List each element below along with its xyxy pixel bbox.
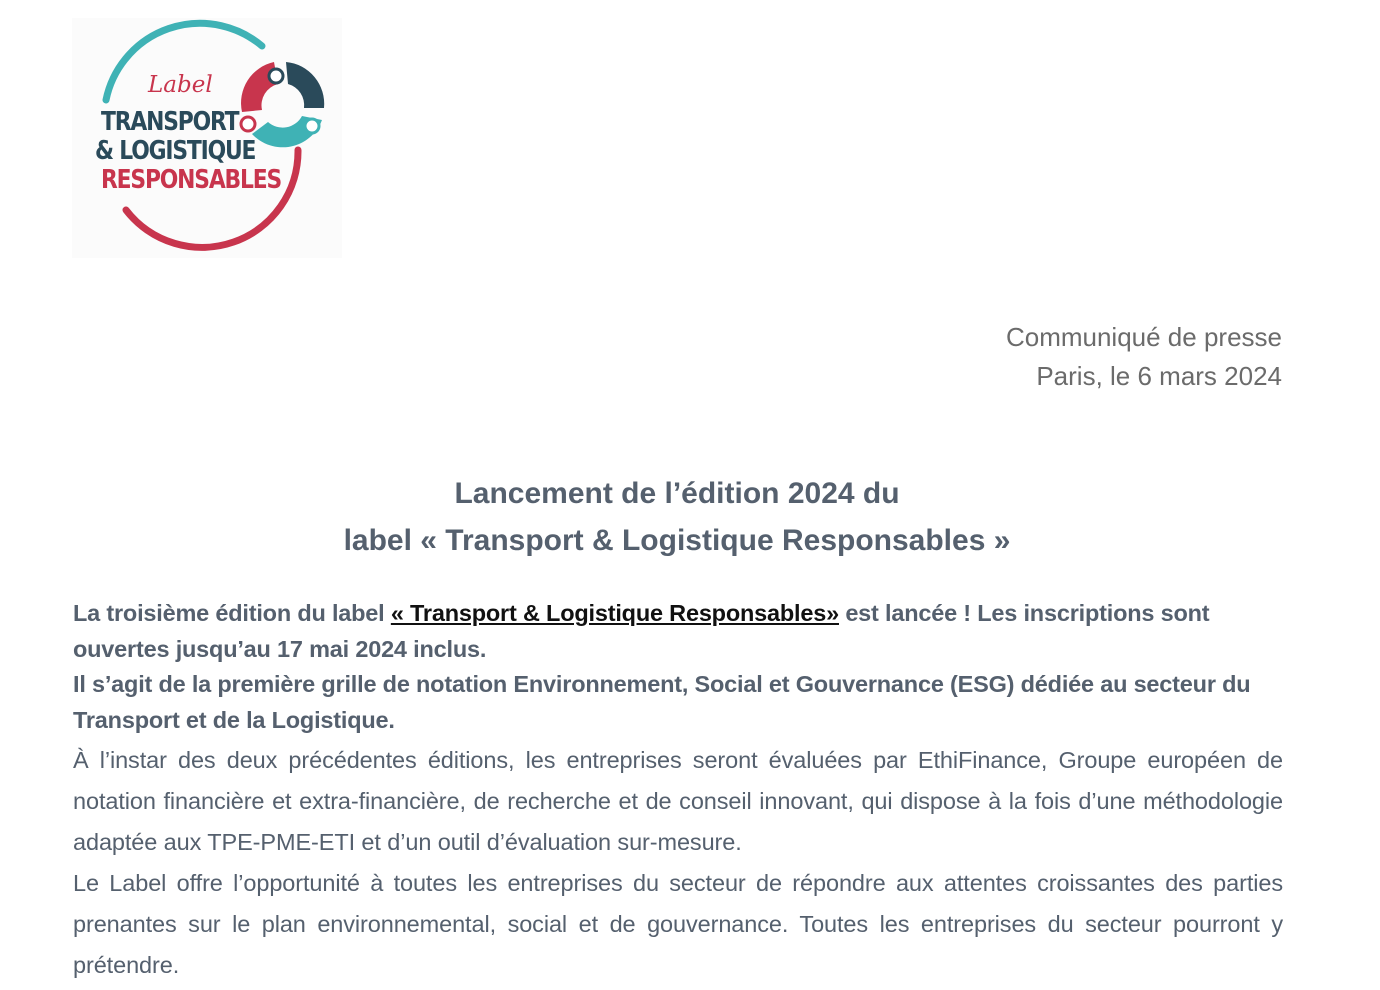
logo-label-word: Label <box>148 72 213 98</box>
title-line-1: Lancement de l’édition 2024 du <box>454 477 900 510</box>
lead-text-start: La troisième édition du label <box>73 600 391 626</box>
place-date: Paris, le 6 mars 2024 <box>1036 361 1282 391</box>
body-paragraph-2: Le Label offre l’opportunité à toutes les entreprises du secteur de répondre aux attentes croissantes des parties prenantes sur le plan environnemental, social et de gouvernance. Toutes les entreprises du secteur pourront y prétendre. <box>73 870 1283 978</box>
doc-type: Communiqué de presse <box>1005 322 1282 352</box>
logo-line-responsables: RESPONSABLES <box>101 165 282 195</box>
lead-line-1 <box>73 596 1283 667</box>
page-title <box>72 470 1282 564</box>
title-line-2: label « Transport & Logistique Responsables » <box>343 524 1011 557</box>
logo-line-transport: TRANSPORT <box>101 107 239 137</box>
body-paragraph-1: À l’instar des deux précédentes éditions, les entreprises seront évaluées par EthiFinance, Groupe européen de notation financière et extra-financière, de recherche et de conseil innovant, qui dispose à la fois d’une méthodologie adaptée aux TPE-PME-ETI et d’un outil d’évaluation sur-mesure. <box>73 747 1283 855</box>
lead-paragraph <box>73 596 1283 738</box>
logo-line-logistique: & LOGISTIQUE <box>95 136 256 166</box>
label-link[interactable]: « Transport & Logistique Responsables» <box>390 600 839 626</box>
lead-text-end: est lancée ! Les inscriptions sont ouvertes jusqu’au 17 mai 2024 inclus. <box>73 600 1210 662</box>
body-text <box>73 740 1283 986</box>
press-header <box>1006 318 1282 396</box>
lead-line-2: Il s’agit de la première grille de notation Environnement, Social et Gouvernance (ESG) dédiée au secteur du Transport et de la Logistique. <box>73 671 1251 733</box>
label-logo <box>72 18 342 258</box>
